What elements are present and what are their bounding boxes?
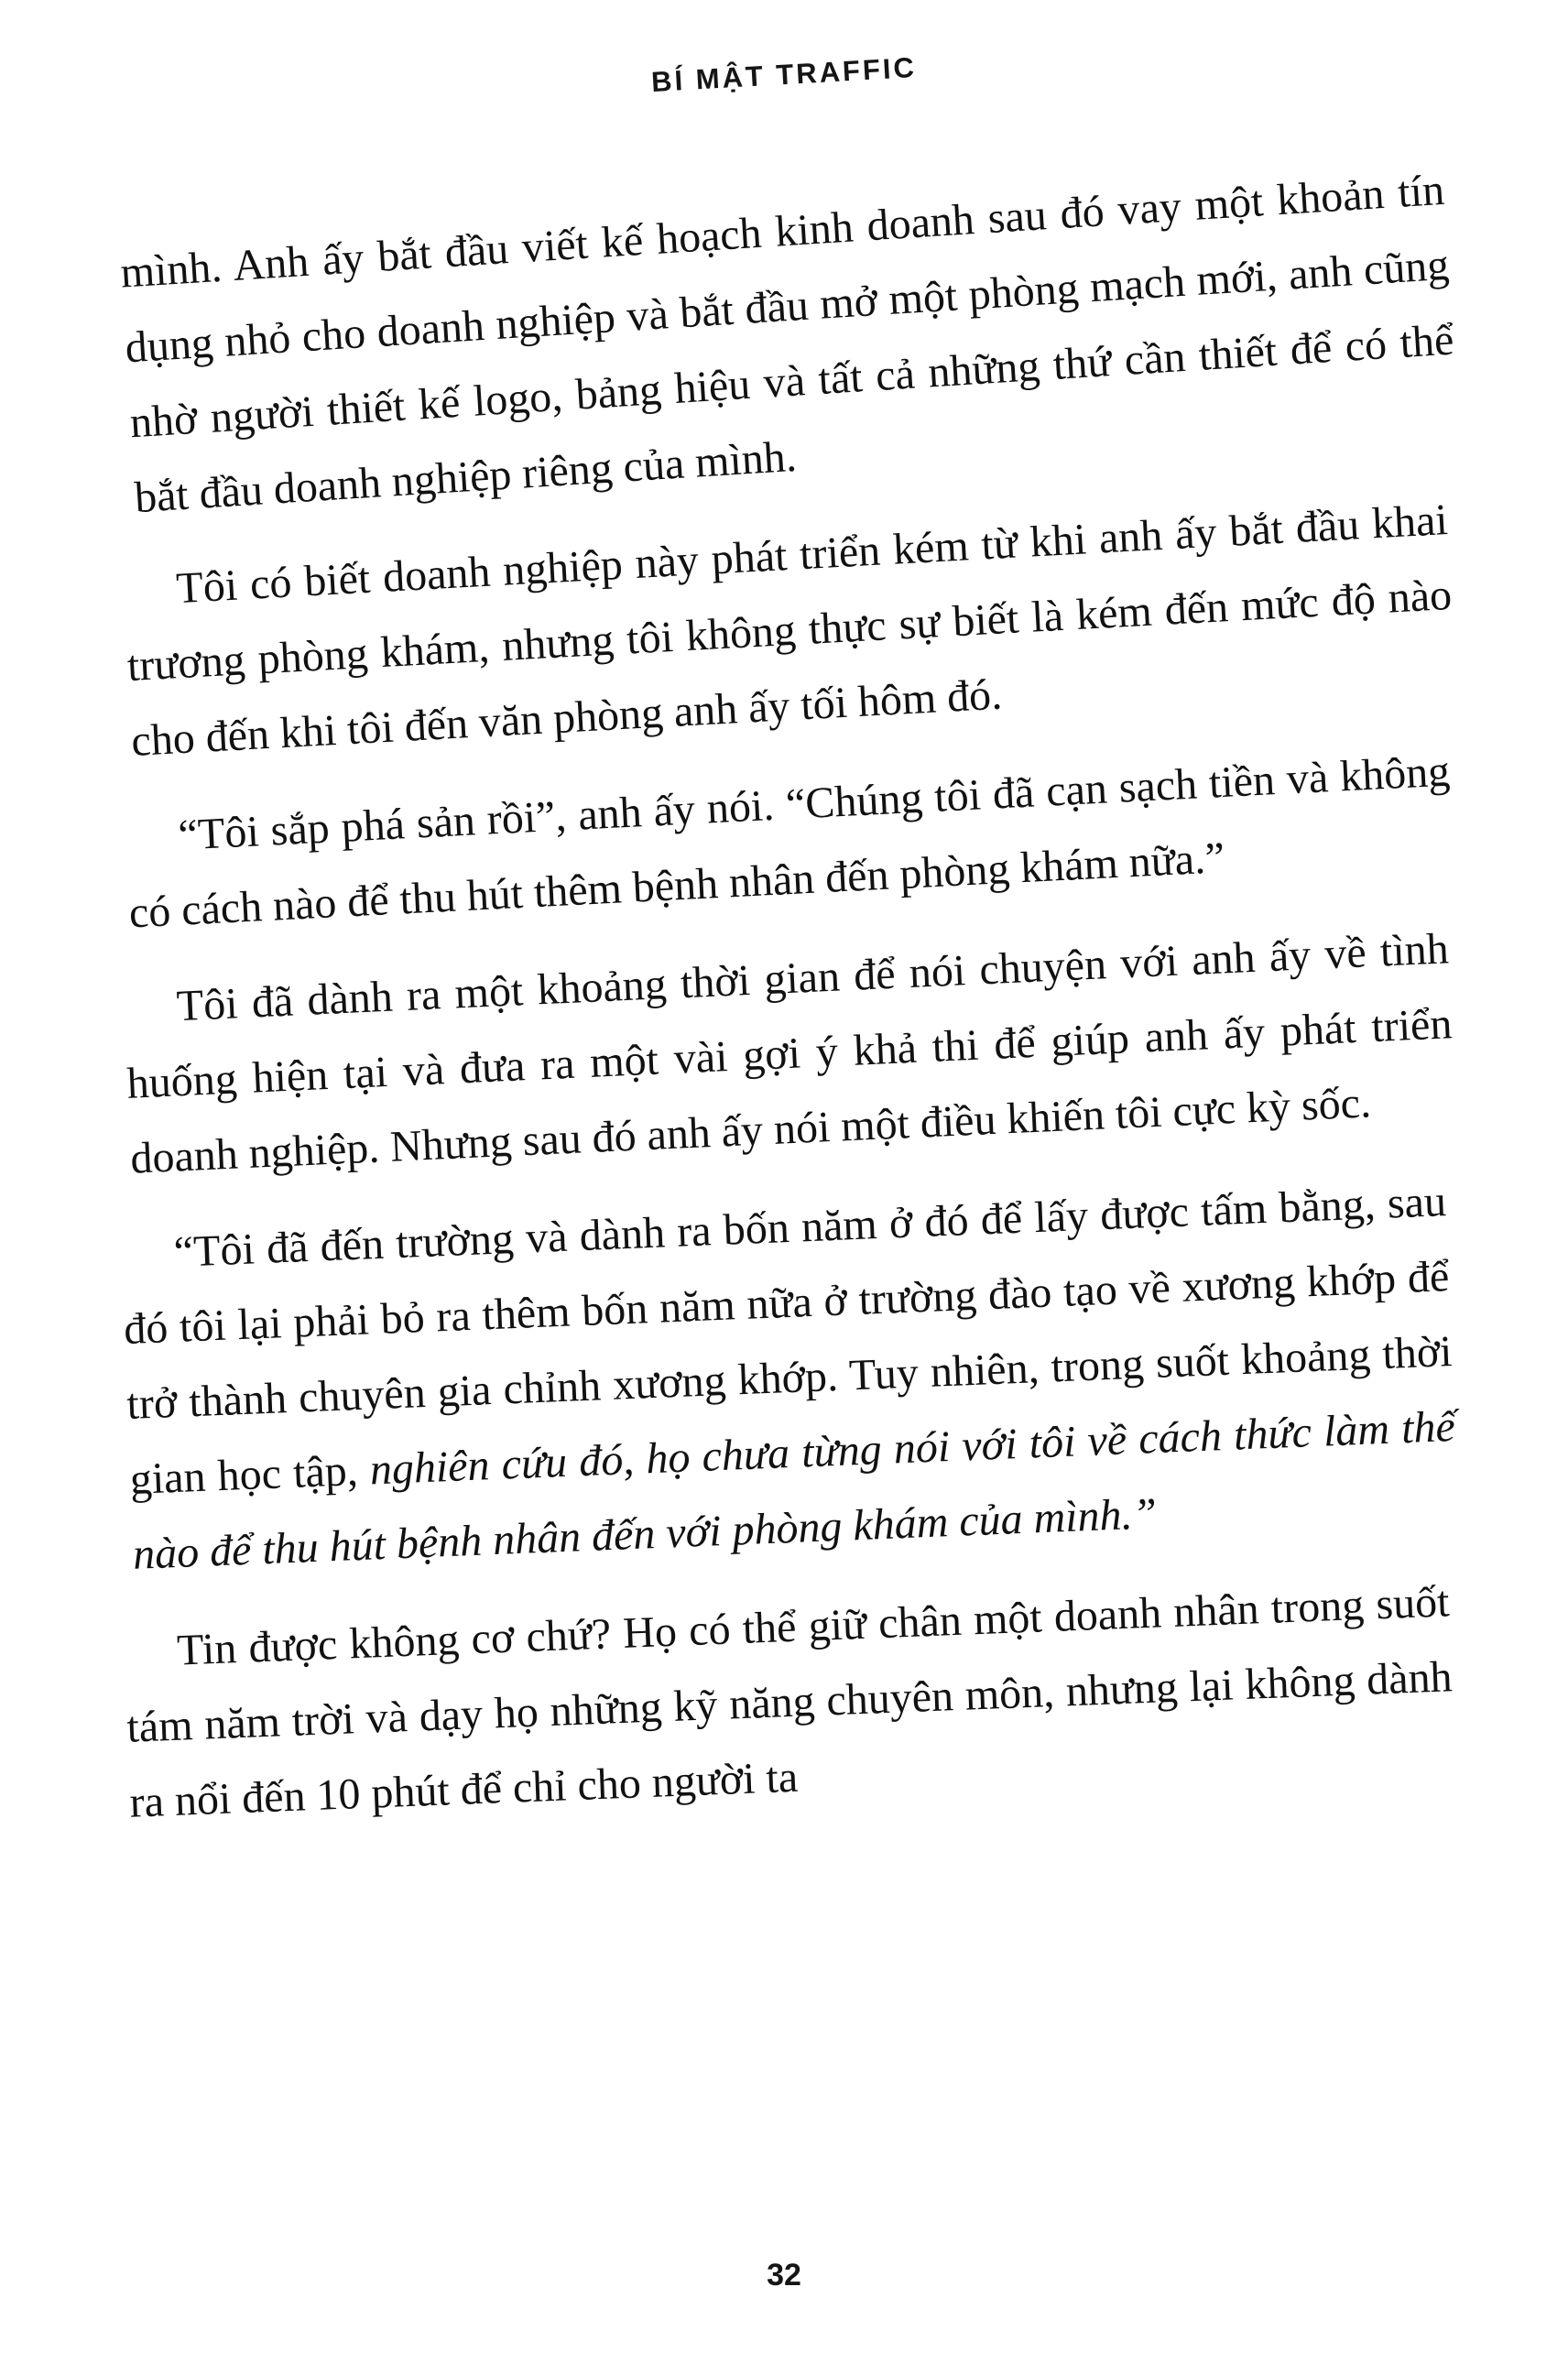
paragraph: [121, 483, 1457, 779]
paragraph-text: “Tôi sắp phá sản rồi”, anh ấy nói. “Chúng tôi đã cạn sạch tiền và không có cách nào để thu hút thêm bệnh nhân đến phòng khám nữa.”: [127, 746, 1452, 938]
paragraph-text: Tin được không cơ chứ? Họ có thể giữ chân một doanh nhân trong suốt tám năm trời và dạy họ những kỹ năng chuyên môn, nhưng lại không dành ra nổi đến 10 phút để chỉ cho người ta: [125, 1577, 1454, 1827]
paragraph: [119, 1164, 1459, 1593]
paragraph: [123, 1564, 1456, 1840]
paragraph: [122, 911, 1457, 1196]
page-number: 32: [767, 2258, 801, 2292]
paragraph-text: Tôi có biết doanh nghiệp này phát triển kém từ khi anh ấy bắt đầu khai trương phòng khám, nhưng tôi không thực sự biết là kém đến mức độ nào cho đến khi tôi đến văn phòng anh ấy tối hôm đó.: [125, 495, 1454, 766]
paragraph-text: mình. Anh ấy bắt đầu viết kế hoạch kinh doanh sau đó vay một khoản tín dụng nhỏ cho doanh nghiệp và bắt đầu mở một phòng mạch mới, anh cũng nhờ người thiết kế logo, bảng hiệu và tất cả những thứ cần thiết để có thể bắt đầu doanh nghiệp riêng của mình.: [119, 165, 1455, 523]
paragraph-text: Tôi đã dành ra một khoảng thời gian để nói chuyện với anh ấy về tình huống hiện tại và đưa ra một vài gợi ý khả thi để giúp anh ấy phát triển doanh nghiệp. Nhưng sau đó anh ấy nói một điều khiến tôi cực kỳ sốc.: [125, 924, 1454, 1183]
paragraph-text: “Tôi đã đến trường và dành ra bốn năm ở đó để lấy được tấm bằng, sau đó tôi lại phải bỏ ra thêm bốn năm nữa ở trường đào tạo về xương khớp để trở thành chuyên gia chỉnh xương khớp. Tuy nhiên, trong suốt khoảng thời gian học tập,: [123, 1177, 1454, 1504]
paragraph: [118, 153, 1461, 536]
running-header: BÍ MẬT TRAFFIC: [650, 50, 918, 99]
paragraph-text-italic: nghiên cứu đó, họ chưa từng nói với tôi về cách thức làm thế nào để thu hút bệnh nhân đến với phòng khám của mình.”: [132, 1401, 1456, 1579]
body-text: [119, 165, 1456, 1839]
